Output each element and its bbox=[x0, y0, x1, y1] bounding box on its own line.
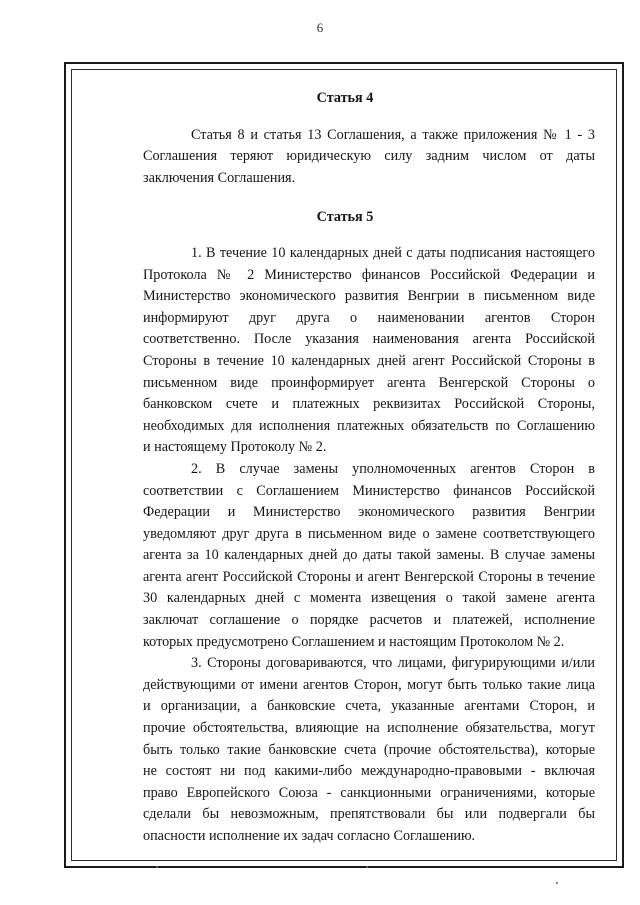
text-line: и настоящему Протоколу № 2. bbox=[143, 439, 327, 456]
text-line: Федерации и Министерство экономического развития Венгрии bbox=[143, 504, 595, 521]
text-line: быть только такие банковские счета (прочие обстоятельства), которые bbox=[143, 741, 595, 758]
text-line: 30 календарных дней с момента извещения о такой замене агента bbox=[143, 590, 595, 607]
article-4-title: Статья 4 bbox=[316, 90, 374, 106]
document-body bbox=[95, 88, 595, 848]
text-line: действующими от имени агентов Сторон, могут быть только такие лица bbox=[143, 676, 595, 693]
text-line: банковском счете и платежных реквизитах Российской Стороны, bbox=[143, 396, 595, 413]
text-line: 3. Стороны договариваются, что лицами, фигурирующими и/или bbox=[191, 655, 595, 672]
article-5-paragraph-2 bbox=[95, 459, 595, 653]
text-line: опасности исполнение их задач согласно Соглашению. bbox=[143, 828, 476, 844]
text-line: соответственно. После указания наименования агента Российской bbox=[143, 331, 595, 348]
text-line: право Европейского Союза - санкционными ограничениями, которые bbox=[143, 784, 595, 801]
text-line: Протокола № 2 Министерство финансов Российской Федерации и bbox=[143, 266, 595, 283]
text-line: и организации, а банковские счета, указанные агентами Сторон, и bbox=[143, 698, 595, 715]
text-line: агента агент Российской Стороны и агент Венгерской Стороны в течение bbox=[143, 568, 595, 585]
text-line: 2. В случае замены уполномоченных агентов Сторон в bbox=[191, 460, 595, 477]
text-line: Статья 8 и статья 13 Соглашения, а также приложения № 1 - 3 bbox=[191, 126, 595, 143]
text-line: заключат соглашение о порядке расчетов и платежей, исполнение bbox=[143, 612, 595, 629]
text-line: не состоят ни под какими-либо международно-правовыми - включая bbox=[143, 763, 595, 780]
text-line: агента за 10 календарных дней до даты такой замены. В случае замены bbox=[143, 547, 595, 564]
text-line: соответствии с Соглашением Министерство финансов Российской bbox=[143, 482, 595, 499]
text-line: заключения Соглашения. bbox=[143, 169, 296, 186]
scan-speck bbox=[556, 882, 558, 884]
text-line: письменном виде проинформирует агента Венгерской Стороны о bbox=[143, 374, 595, 391]
text-line: Соглашения теряют юридическую силу задним числом от даты bbox=[143, 148, 595, 165]
article-5-title: Статья 5 bbox=[316, 209, 374, 226]
article-5-paragraph-3 bbox=[95, 653, 595, 847]
article-4-paragraph bbox=[95, 125, 595, 190]
scan-speck bbox=[156, 866, 158, 868]
text-line: сделали бы невозможным, препятствовали бы или подвергали бы bbox=[143, 806, 595, 823]
text-line: необходимых для исполнения платежных обязательств по Соглашению bbox=[143, 417, 595, 434]
page-number: 6 bbox=[316, 20, 324, 35]
text-line: Министерство экономического развития Венгрии в письменном виде bbox=[143, 288, 595, 305]
scan-speck bbox=[366, 866, 368, 868]
text-line: прочие обстоятельства, влияющие на исполнение обязательства, могут bbox=[143, 720, 595, 737]
text-line: 1. В течение 10 календарных дней с даты подписания настоящего bbox=[191, 244, 595, 261]
text-line: информируют друг друга о наименовании агентов Сторон bbox=[143, 309, 595, 326]
article-5-paragraph-1 bbox=[95, 243, 595, 459]
text-line: Стороны в течение 10 календарных дней агент Российской Стороны в bbox=[143, 352, 595, 369]
text-line: которых предусмотрено Соглашением и настоящим Протоколом № 2. bbox=[143, 633, 565, 650]
text-line: уведомляют друг друга в письменном виде о замене соответствующего bbox=[143, 525, 595, 542]
